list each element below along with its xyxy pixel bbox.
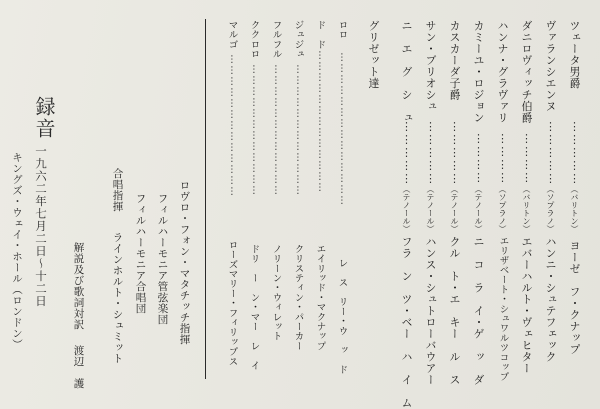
leader-dots: ⋮⋮⋮⋮ (472, 132, 485, 184)
grisette-role: ククロロ (248, 20, 260, 59)
voice-type: （バリトン） (522, 185, 531, 233)
chorus-master-role: 合唱指揮 (111, 168, 124, 212)
cast-name: ニ コ ラ イ・ゲ ッ ダ (472, 236, 485, 386)
leader-dots: ⋮⋮⋮⋮⋮⋮⋮⋮⋮⋮⋮⋮ (270, 64, 282, 196)
cast-role: ダニロヴィッチ伯爵 (520, 20, 533, 124)
leader-dots: ⋮⋮⋮⋮⋮ (448, 120, 461, 185)
cast-role: カミーユ・ロジョン (472, 20, 485, 124)
voice-type: （テノール） (402, 185, 411, 233)
cast-role: ヴァランシエンヌ (544, 20, 557, 112)
leader-dots: ⋮⋮⋮⋮⋮ (424, 120, 437, 185)
grisette-name: ノリーン・ウィレット (270, 244, 282, 341)
leader-dots: ⋮⋮⋮⋮⋮ (568, 120, 581, 185)
leader-dots: ⋮⋮⋮⋮⋮⋮⋮⋮⋮⋮⋮⋮ (292, 64, 304, 196)
grisette-name: ローズマリー・フィリップス (226, 240, 238, 367)
voice-type: （テノール） (474, 185, 483, 233)
grisette-name: レ ス リー・ウ ッ ド (336, 258, 348, 375)
voice-type: （バリトン） (570, 185, 579, 233)
voice-type: （ソプラノ） (498, 185, 507, 233)
leader-dots: ⋮⋮⋮⋮ (520, 132, 533, 184)
chorus-master-name: ラインホルト・シュミット (111, 232, 124, 364)
leader-dots: ⋮⋮⋮⋮⋮⋮⋮⋮⋮⋮⋮⋮⋮⋮ (336, 52, 348, 206)
cast-role: サン・ブリオシュ (424, 20, 437, 112)
conductor-line: ロヴロ・フォン・マタチッチ指揮 (178, 180, 191, 345)
grisette-role: フルフル (270, 20, 282, 59)
cast-name: フラ ン ツ・ベー ハ イ ム (400, 236, 413, 409)
grisette-role: マルゴ (226, 20, 238, 50)
ensemble-orchestra: フィルハーモニア管弦楽団 (156, 193, 169, 325)
leader-dots: ⋮⋮⋮⋮⋮⋮⋮⋮⋮⋮⋮⋮⋮ (226, 54, 238, 197)
leader-dots: ⋮⋮⋮⋮⋮ (544, 120, 557, 185)
ensemble-chorus: フィルハーモニア合唱団 (134, 193, 147, 314)
grisettes-heading: グリゼット達 (367, 20, 380, 89)
cast-name: エバーハルト・ヴェヒター (520, 236, 533, 374)
cast-name: クル ト・エ キー ル ス (448, 236, 461, 386)
cast-role: カスカーダ子爵 (448, 20, 461, 101)
grisette-role: ジュジュ (292, 20, 304, 59)
leader-dots: ⋮⋮⋮⋮⋮⋮⋮⋮⋮⋮⋮⋮⋮ (314, 50, 326, 193)
divider-line (205, 19, 206, 379)
grisette-name: クリスティン・パーカー (292, 244, 304, 351)
cast-name: ハンニ・シュテフェック (544, 236, 557, 363)
cast-role: ニ エ グ シ ュ (400, 20, 413, 124)
leader-dots: ⋮⋮⋮⋮⋮⋮⋮⋮⋮⋮⋮⋮ (248, 64, 260, 196)
notes-credit-label: 解説及び歌詞対訳 (72, 242, 85, 330)
voice-type: （ソプラノ） (546, 185, 555, 233)
cast-role: ハンナ・グラヴァリ (496, 20, 509, 124)
translator-name: 渡辺 護 (72, 345, 85, 389)
grisette-role: ド ド (314, 20, 326, 50)
cast-name: エリザベート・シュワルツコップ (497, 236, 509, 382)
grisette-name: ドリ ー ン・マー レ イ (248, 244, 260, 371)
leader-dots: ⋮⋮⋮⋮⋮ (400, 120, 413, 185)
cast-role: ツェータ男爵 (568, 20, 581, 89)
grisette-role: ロロ (336, 20, 348, 40)
recording-place: キングズ・ウェイ・ホール（ロンドン） (11, 152, 23, 350)
cast-name: ヨーゼ フ・クナップ (568, 240, 581, 355)
cast-name: ハンス・シュトローバウアー (424, 236, 437, 386)
grisette-name: エイリッド・マクナップ (314, 244, 326, 351)
recording-label: 録音 (32, 96, 56, 140)
recording-date: 一九六二年七月二日～十二日 (34, 145, 48, 308)
voice-type: （テノール） (426, 185, 435, 233)
voice-type: （テノール） (450, 185, 459, 233)
leader-dots: ⋮⋮⋮⋮ (496, 132, 509, 184)
